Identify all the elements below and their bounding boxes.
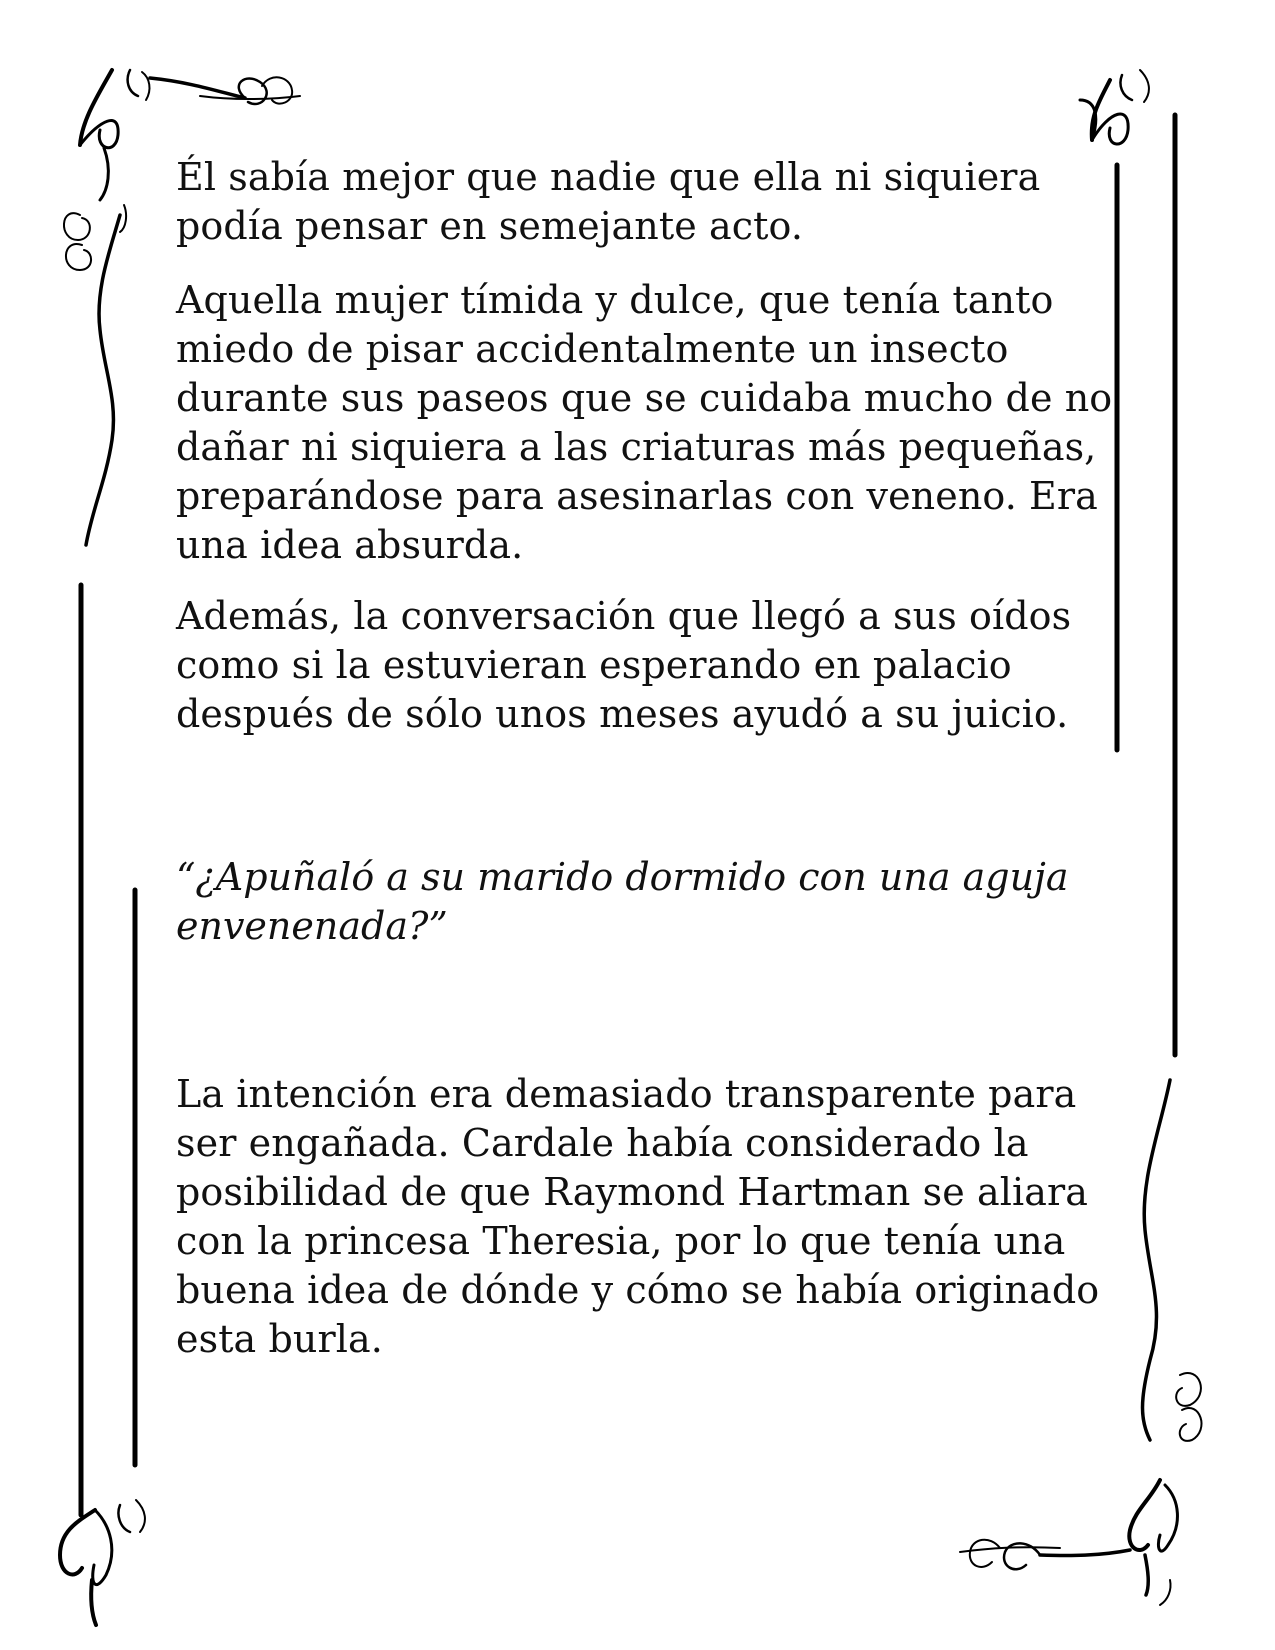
paragraph-1: Él sabía mejor que nadie que ella ni siquiera podía pensar en semejante acto. <box>176 155 1041 248</box>
paragraph-4: La intención era demasiado transparente para ser engañada. Cardale había considerado la posibilidad de que Raymond Hartman se aliara con la princesa Theresia, por lo que tenía una buena idea de dónde y cómo se había originado esta burla. <box>176 1072 1100 1361</box>
paragraph-3: Además, la conversación que llegó a sus oídos como si la estuvieran esperando en palacio después de sólo unos meses ayudó a su juicio. <box>176 594 1072 736</box>
bottom-left-flourish-icon <box>60 1500 145 1625</box>
top-right-flourish-icon <box>1080 70 1149 144</box>
dialogue-quote: “¿Apuñaló a su marido dormido con una aguja envenenada?” <box>176 855 1069 948</box>
paragraph-2: Aquella mujer tímida y dulce, que tenía tanto miedo de pisar accidentalmente un insecto durante sus paseos que se cuidaba mucho de no dañar ni siquiera a las criaturas más pequeñas, preparándose para asesinarlas con veneno. Era una idea absurda. <box>176 278 1113 567</box>
